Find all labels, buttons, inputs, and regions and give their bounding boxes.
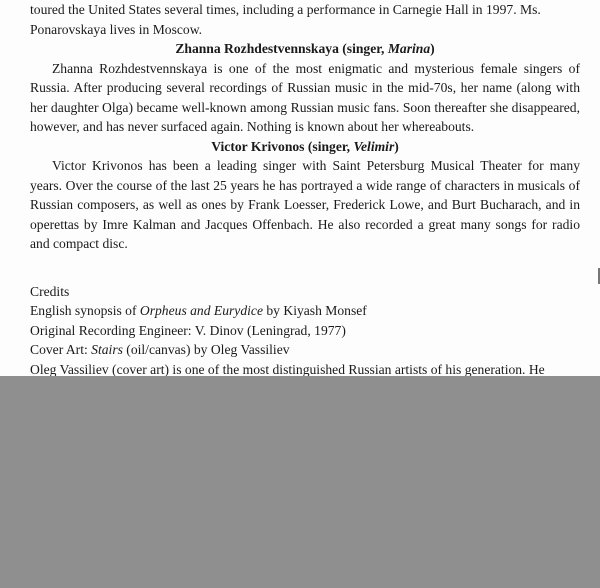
credits-cut-line: Oleg Vassiliev (cover art) is one of the most distinguished Russian artists of his generation. He xyxy=(30,361,545,376)
credits-cover-art xyxy=(30,340,580,360)
credits-cover-work: Stairs xyxy=(91,342,123,357)
zhanna-heading xyxy=(30,39,580,59)
victor-heading-close: ) xyxy=(394,138,399,154)
zhanna-heading-role: Marina xyxy=(387,41,431,56)
credits-section xyxy=(30,282,580,377)
zhanna-heading-close: ) xyxy=(430,41,435,56)
intro-line-2: Ponarovskaya lives in Moscow. xyxy=(30,21,203,37)
intro-line-1: toured the United States several times, including a performance in Carnegie Hall in 1997. Ms. xyxy=(30,2,541,17)
zhanna-paragraph: Zhanna Rozhdestvennskaya is one of the most enigmatic and mysterious female singers of Russia. After producing several recordings of Russian music in the mid-70s, her name (along with her daughter Olga) became well-known among Russian music fans. Soon thereafter she disappeared, however, and has never surfaced again. Nothing is known about her whereabouts. xyxy=(30,60,580,134)
victor-paragraph: Victor Krivonos has been a leading singer with Saint Petersburg Musical Theater for many years. Over the course of the last 25 years he has portrayed a wide range of characters in musicals of Russian composers, as well as ones by Frank Loesser, Frederick Lowe, and Burt Bucharach, and in operettas by Imre Kalman and Jacques Offenbach. He also recorded a great many songs for radio and compact disc. xyxy=(30,158,580,251)
credits-synopsis-suffix: by Kiyash Monsef xyxy=(262,303,367,318)
credits-synopsis-work: Orpheus and Eurydice xyxy=(139,303,263,318)
credits-synopsis-prefix: English synopsis of xyxy=(30,303,140,318)
document-text xyxy=(30,0,580,376)
credits-engineer: Original Recording Engineer: V. Dinov (Leningrad, 1977) xyxy=(30,322,346,338)
credits-title: Credits xyxy=(30,283,70,299)
victor-heading-role: Velimir xyxy=(353,138,395,154)
victor-heading xyxy=(30,137,580,157)
credits-cover-prefix: Cover Art: xyxy=(30,342,92,357)
credits-synopsis xyxy=(30,301,580,321)
credits-cover-suffix: (oil/canvas) by Oleg Vassiliev xyxy=(122,342,290,357)
zhanna-heading-name: Zhanna Rozhdestvennskaya (singer, xyxy=(175,41,388,56)
intro-paragraph xyxy=(30,0,580,39)
scan-gray-area xyxy=(0,376,600,588)
victor-heading-name: Victor Krivonos (singer, xyxy=(211,138,354,154)
